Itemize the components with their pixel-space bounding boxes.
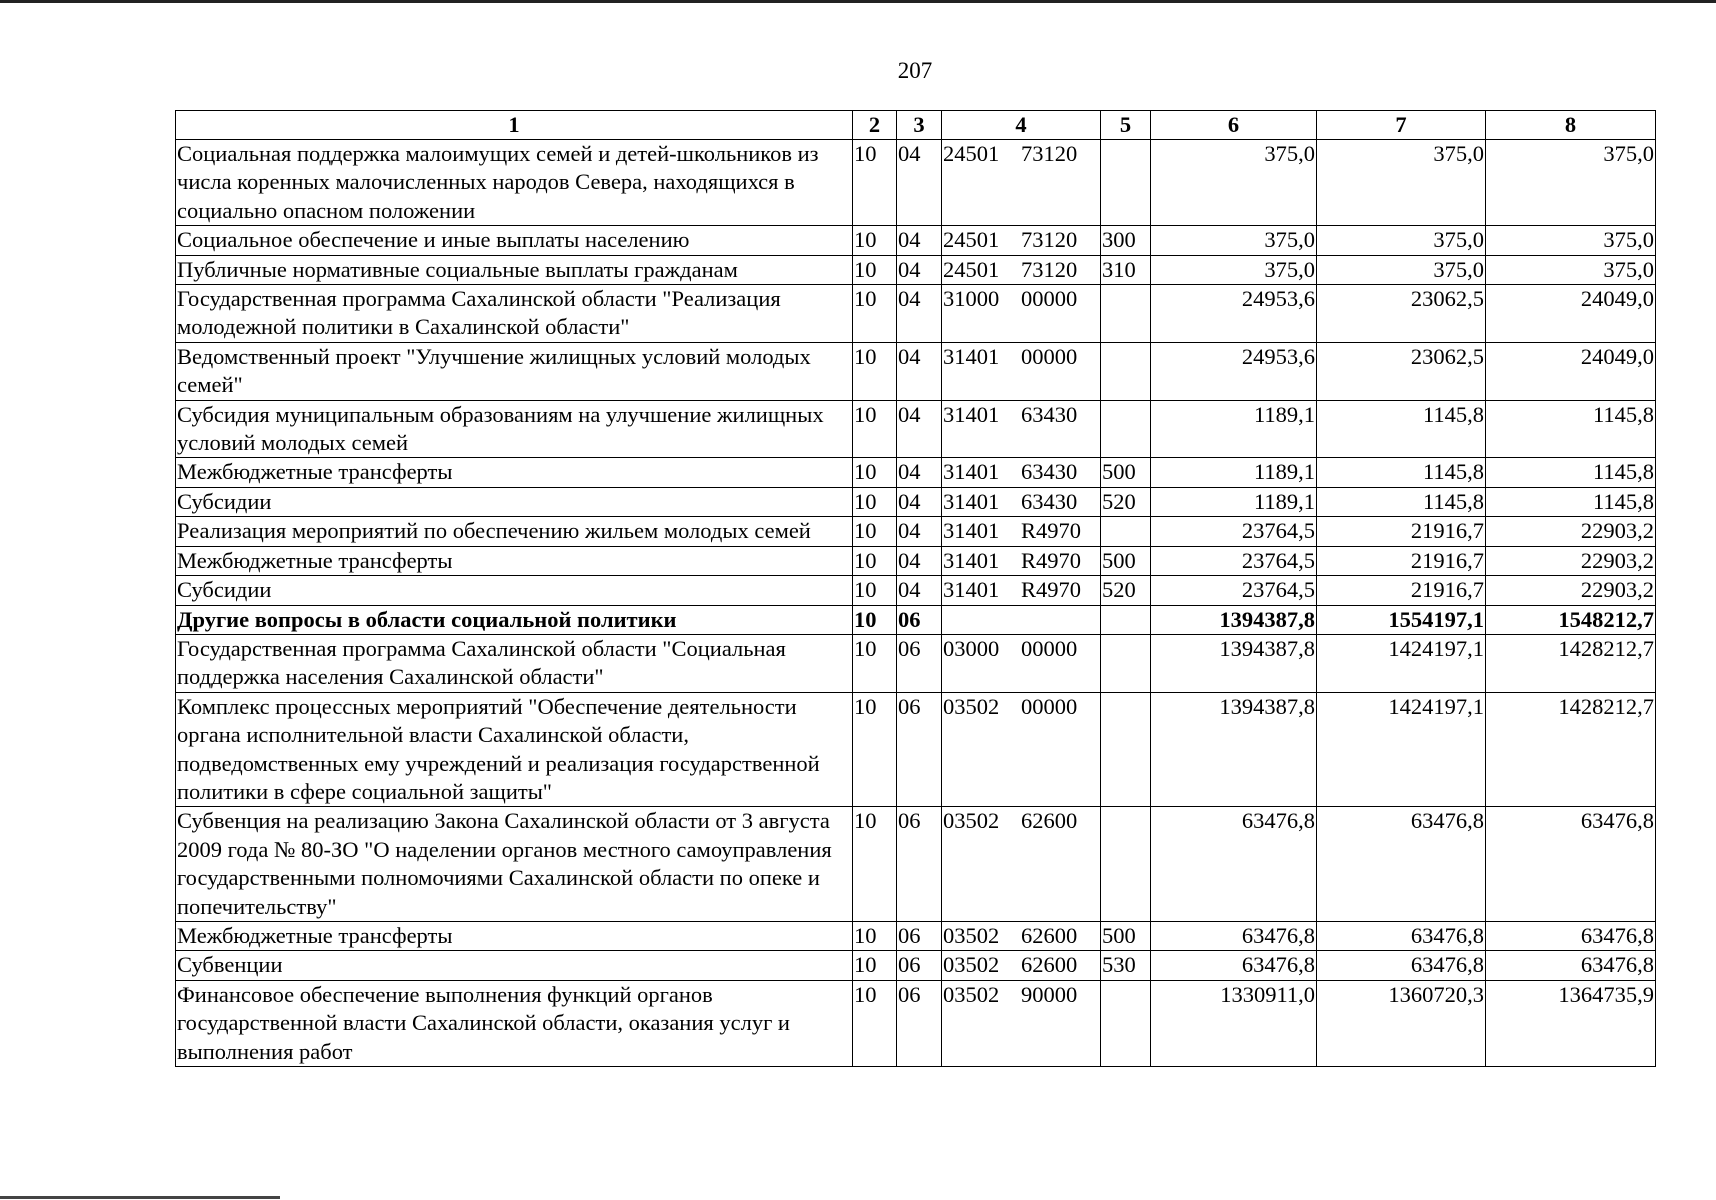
target-article-part-2: 63430 — [1021, 401, 1078, 427]
row-amount-col-8: 1428212,7 — [1486, 634, 1656, 692]
target-article-part-2: 73120 — [1021, 256, 1078, 282]
row-amount-col-8: 1145,8 — [1486, 400, 1656, 458]
row-target-article-code — [942, 487, 1101, 516]
row-amount-col-8: 375,0 — [1486, 140, 1656, 226]
row-name: Межбюджетные трансферты — [176, 546, 853, 575]
row-name: Государственная программа Сахалинской области "Социальная поддержка населения Сахалинской области" — [176, 634, 853, 692]
row-subsection-code: 04 — [897, 255, 942, 284]
row-amount-col-8: 63476,8 — [1486, 951, 1656, 980]
header-row — [176, 111, 1656, 140]
row-name: Финансовое обеспечение выполнения функций органов государственной власти Сахалинской области, оказания услуг и выполнения работ — [176, 980, 853, 1066]
row-name: Другие вопросы в области социальной политики — [176, 605, 853, 634]
row-amount-col-6: 1394387,8 — [1151, 634, 1317, 692]
target-article-part-1: 31401 — [943, 459, 1000, 485]
row-section-code: 10 — [853, 140, 897, 226]
target-article-part-2: 62600 — [1021, 952, 1078, 978]
header-col-5: 5 — [1101, 111, 1151, 140]
row-expense-type-code: 520 — [1101, 487, 1151, 516]
row-name: Социальное обеспечение и иные выплаты населению — [176, 226, 853, 255]
header-col-3: 3 — [897, 111, 942, 140]
header-col-2: 2 — [853, 111, 897, 140]
table-row — [176, 342, 1656, 400]
scan-edge-top — [0, 0, 1716, 3]
row-name: Субвенция на реализацию Закона Сахалинской области от 3 августа 2009 года № 80-ЗО "О наделении органов местного самоуправления государственными полномочиями Сахалинской области по опеке и попечительству" — [176, 807, 853, 922]
row-section-code: 10 — [853, 605, 897, 634]
target-article-part-1: 03502 — [943, 693, 1000, 719]
row-target-article-code — [942, 605, 1101, 634]
row-amount-col-8: 24049,0 — [1486, 285, 1656, 343]
row-amount-col-8: 375,0 — [1486, 255, 1656, 284]
table-row — [176, 285, 1656, 343]
row-name: Субсидии — [176, 576, 853, 605]
target-article-part-2: 00000 — [1021, 635, 1078, 661]
table-row — [176, 692, 1656, 807]
row-section-code: 10 — [853, 285, 897, 343]
target-article-part-2: 62600 — [1021, 808, 1078, 834]
row-amount-col-7: 63476,8 — [1317, 921, 1486, 950]
target-article-part-1: 03502 — [943, 952, 1000, 978]
table-body — [176, 140, 1656, 1067]
row-amount-col-7: 21916,7 — [1317, 546, 1486, 575]
row-subsection-code: 06 — [897, 634, 942, 692]
target-article-part-2: 63430 — [1021, 459, 1078, 485]
row-amount-col-8: 22903,2 — [1486, 517, 1656, 546]
row-amount-col-8: 24049,0 — [1486, 342, 1656, 400]
table-row — [176, 517, 1656, 546]
row-section-code: 10 — [853, 546, 897, 575]
table-row — [176, 487, 1656, 516]
row-section-code: 10 — [853, 634, 897, 692]
header-col-8: 8 — [1486, 111, 1656, 140]
row-section-code: 10 — [853, 487, 897, 516]
row-subsection-code: 04 — [897, 285, 942, 343]
row-amount-col-6: 23764,5 — [1151, 517, 1317, 546]
row-expense-type-code — [1101, 517, 1151, 546]
row-target-article-code — [942, 342, 1101, 400]
target-article-part-1: 31401 — [943, 577, 1000, 603]
row-subsection-code: 04 — [897, 400, 942, 458]
row-subsection-code: 04 — [897, 458, 942, 487]
row-name: Межбюджетные трансферты — [176, 921, 853, 950]
table-row — [176, 546, 1656, 575]
row-subsection-code: 04 — [897, 487, 942, 516]
row-target-article-code — [942, 546, 1101, 575]
row-expense-type-code: 310 — [1101, 255, 1151, 284]
row-target-article-code — [942, 226, 1101, 255]
row-expense-type-code: 500 — [1101, 458, 1151, 487]
page-number: 207 — [897, 58, 933, 83]
target-article-part-2: 00000 — [1021, 343, 1078, 369]
row-subsection-code: 06 — [897, 692, 942, 807]
row-section-code: 10 — [853, 255, 897, 284]
row-name: Комплекс процессных мероприятий "Обеспечение деятельности органа исполнительной власти Сахалинской области, подведомственных ему учреждений и реализация государственной политики в сфере социальной защиты" — [176, 692, 853, 807]
row-expense-type-code — [1101, 140, 1151, 226]
row-subsection-code: 06 — [897, 980, 942, 1066]
row-amount-col-6: 1394387,8 — [1151, 692, 1317, 807]
row-section-code: 10 — [853, 226, 897, 255]
table-row — [176, 951, 1656, 980]
row-amount-col-6: 1189,1 — [1151, 400, 1317, 458]
target-article-part-1: 24501 — [943, 256, 1000, 282]
row-amount-col-7: 21916,7 — [1317, 517, 1486, 546]
row-amount-col-7: 23062,5 — [1317, 342, 1486, 400]
row-section-code: 10 — [853, 458, 897, 487]
row-section-code: 10 — [853, 576, 897, 605]
table-row — [176, 140, 1656, 226]
row-subsection-code: 06 — [897, 605, 942, 634]
target-article-part-2: 62600 — [1021, 922, 1078, 948]
row-amount-col-6: 24953,6 — [1151, 285, 1317, 343]
row-amount-col-6: 375,0 — [1151, 255, 1317, 284]
target-article-part-1: 31000 — [943, 286, 1000, 312]
row-expense-type-code: 500 — [1101, 546, 1151, 575]
target-article-part-1: 31401 — [943, 547, 1000, 573]
row-amount-col-7: 375,0 — [1317, 226, 1486, 255]
header-col-6: 6 — [1151, 111, 1317, 140]
row-subsection-code: 04 — [897, 576, 942, 605]
target-article-part-1: 03502 — [943, 981, 1000, 1007]
row-name: Ведомственный проект "Улучшение жилищных условий молодых семей" — [176, 342, 853, 400]
row-amount-col-8: 1145,8 — [1486, 487, 1656, 516]
row-expense-type-code: 300 — [1101, 226, 1151, 255]
row-amount-col-7: 1145,8 — [1317, 458, 1486, 487]
row-expense-type-code — [1101, 400, 1151, 458]
target-article-part-1: 31401 — [943, 488, 1000, 514]
row-amount-col-7: 21916,7 — [1317, 576, 1486, 605]
target-article-part-1: 31401 — [943, 343, 1000, 369]
row-amount-col-7: 375,0 — [1317, 140, 1486, 226]
row-name: Государственная программа Сахалинской области "Реализация молодежной политики в Сахалинской области" — [176, 285, 853, 343]
table-row — [176, 634, 1656, 692]
row-target-article-code — [942, 951, 1101, 980]
row-amount-col-6: 63476,8 — [1151, 921, 1317, 950]
row-amount-col-6: 24953,6 — [1151, 342, 1317, 400]
row-amount-col-7: 1360720,3 — [1317, 980, 1486, 1066]
row-amount-col-6: 63476,8 — [1151, 807, 1317, 922]
row-section-code: 10 — [853, 517, 897, 546]
table-row — [176, 921, 1656, 950]
row-target-article-code — [942, 921, 1101, 950]
row-amount-col-6: 23764,5 — [1151, 546, 1317, 575]
row-section-code: 10 — [853, 807, 897, 922]
row-section-code: 10 — [853, 400, 897, 458]
row-target-article-code — [942, 517, 1101, 546]
row-name: Социальная поддержка малоимущих семей и детей-школьников из числа коренных малочисленных народов Севера, находящихся в социально опасном положении — [176, 140, 853, 226]
row-target-article-code — [942, 140, 1101, 226]
row-expense-type-code — [1101, 342, 1151, 400]
row-section-code: 10 — [853, 692, 897, 807]
row-amount-col-7: 1145,8 — [1317, 487, 1486, 516]
target-article-part-2: 63430 — [1021, 488, 1078, 514]
table-row — [176, 807, 1656, 922]
target-article-part-1: 03502 — [943, 808, 1000, 834]
row-amount-col-8: 22903,2 — [1486, 546, 1656, 575]
row-subsection-code: 04 — [897, 140, 942, 226]
row-amount-col-7: 1145,8 — [1317, 400, 1486, 458]
table-row — [176, 226, 1656, 255]
target-article-part-2: 00000 — [1021, 286, 1078, 312]
target-article-part-1: 24501 — [943, 141, 1000, 166]
row-expense-type-code: 500 — [1101, 921, 1151, 950]
row-expense-type-code — [1101, 605, 1151, 634]
row-expense-type-code — [1101, 980, 1151, 1066]
row-target-article-code — [942, 458, 1101, 487]
row-subsection-code: 04 — [897, 342, 942, 400]
row-name: Публичные нормативные социальные выплаты гражданам — [176, 255, 853, 284]
row-amount-col-7: 63476,8 — [1317, 807, 1486, 922]
table-row — [176, 576, 1656, 605]
table-row — [176, 605, 1656, 634]
row-amount-col-8: 63476,8 — [1486, 807, 1656, 922]
target-article-part-1: 03000 — [943, 635, 1000, 661]
row-amount-col-6: 1189,1 — [1151, 487, 1317, 516]
target-article-part-2: 73120 — [1021, 141, 1078, 166]
budget-table — [175, 110, 1656, 1067]
target-article-part-2: R4970 — [1021, 547, 1082, 573]
row-name: Субвенции — [176, 951, 853, 980]
row-expense-type-code: 520 — [1101, 576, 1151, 605]
row-amount-col-8: 1548212,7 — [1486, 605, 1656, 634]
row-amount-col-6: 63476,8 — [1151, 951, 1317, 980]
header-col-4: 4 — [942, 111, 1101, 140]
row-subsection-code: 06 — [897, 807, 942, 922]
row-amount-col-6: 1189,1 — [1151, 458, 1317, 487]
row-amount-col-6: 375,0 — [1151, 140, 1317, 226]
row-name: Реализация мероприятий по обеспечению жильем молодых семей — [176, 517, 853, 546]
row-name: Субсидия муниципальным образованиям на улучшение жилищных условий молодых семей — [176, 400, 853, 458]
target-article-part-2: 00000 — [1021, 693, 1078, 719]
target-article-part-2: R4970 — [1021, 577, 1082, 603]
row-target-article-code — [942, 634, 1101, 692]
table-row — [176, 458, 1656, 487]
row-amount-col-7: 63476,8 — [1317, 951, 1486, 980]
row-subsection-code: 04 — [897, 546, 942, 575]
row-subsection-code: 04 — [897, 226, 942, 255]
row-target-article-code — [942, 400, 1101, 458]
row-target-article-code — [942, 980, 1101, 1066]
target-article-part-2: 73120 — [1021, 227, 1078, 253]
row-name: Субсидии — [176, 487, 853, 516]
target-article-part-2: R4970 — [1021, 518, 1082, 544]
row-target-article-code — [942, 807, 1101, 922]
row-subsection-code: 06 — [897, 951, 942, 980]
row-amount-col-7: 1424197,1 — [1317, 692, 1486, 807]
row-amount-col-7: 375,0 — [1317, 255, 1486, 284]
target-article-part-1: 31401 — [943, 518, 1000, 544]
row-amount-col-7: 1554197,1 — [1317, 605, 1486, 634]
header-col-1: 1 — [176, 111, 853, 140]
row-section-code: 10 — [853, 951, 897, 980]
table-row — [176, 400, 1656, 458]
row-name: Межбюджетные трансферты — [176, 458, 853, 487]
row-target-article-code — [942, 285, 1101, 343]
row-subsection-code: 04 — [897, 517, 942, 546]
row-expense-type-code — [1101, 634, 1151, 692]
row-amount-col-6: 23764,5 — [1151, 576, 1317, 605]
row-amount-col-8: 1428212,7 — [1486, 692, 1656, 807]
target-article-part-1: 03502 — [943, 922, 1000, 948]
target-article-part-1: 31401 — [943, 401, 1000, 427]
row-amount-col-6: 1394387,8 — [1151, 605, 1317, 634]
row-amount-col-7: 23062,5 — [1317, 285, 1486, 343]
row-section-code: 10 — [853, 342, 897, 400]
row-expense-type-code — [1101, 692, 1151, 807]
row-expense-type-code — [1101, 285, 1151, 343]
row-section-code: 10 — [853, 980, 897, 1066]
row-amount-col-8: 375,0 — [1486, 226, 1656, 255]
row-amount-col-8: 1364735,9 — [1486, 980, 1656, 1066]
target-article-part-1: 24501 — [943, 227, 1000, 253]
table-row — [176, 980, 1656, 1066]
row-amount-col-8: 63476,8 — [1486, 921, 1656, 950]
row-amount-col-6: 1330911,0 — [1151, 980, 1317, 1066]
row-amount-col-7: 1424197,1 — [1317, 634, 1486, 692]
row-target-article-code — [942, 692, 1101, 807]
row-target-article-code — [942, 576, 1101, 605]
row-expense-type-code — [1101, 807, 1151, 922]
target-article-part-2: 90000 — [1021, 981, 1078, 1007]
row-amount-col-6: 375,0 — [1151, 226, 1317, 255]
row-subsection-code: 06 — [897, 921, 942, 950]
row-section-code: 10 — [853, 921, 897, 950]
row-amount-col-8: 22903,2 — [1486, 576, 1656, 605]
scan-edge-bottom — [0, 1196, 280, 1199]
row-expense-type-code: 530 — [1101, 951, 1151, 980]
header-col-7: 7 — [1317, 111, 1486, 140]
row-amount-col-8: 1145,8 — [1486, 458, 1656, 487]
table-row — [176, 255, 1656, 284]
row-target-article-code — [942, 255, 1101, 284]
